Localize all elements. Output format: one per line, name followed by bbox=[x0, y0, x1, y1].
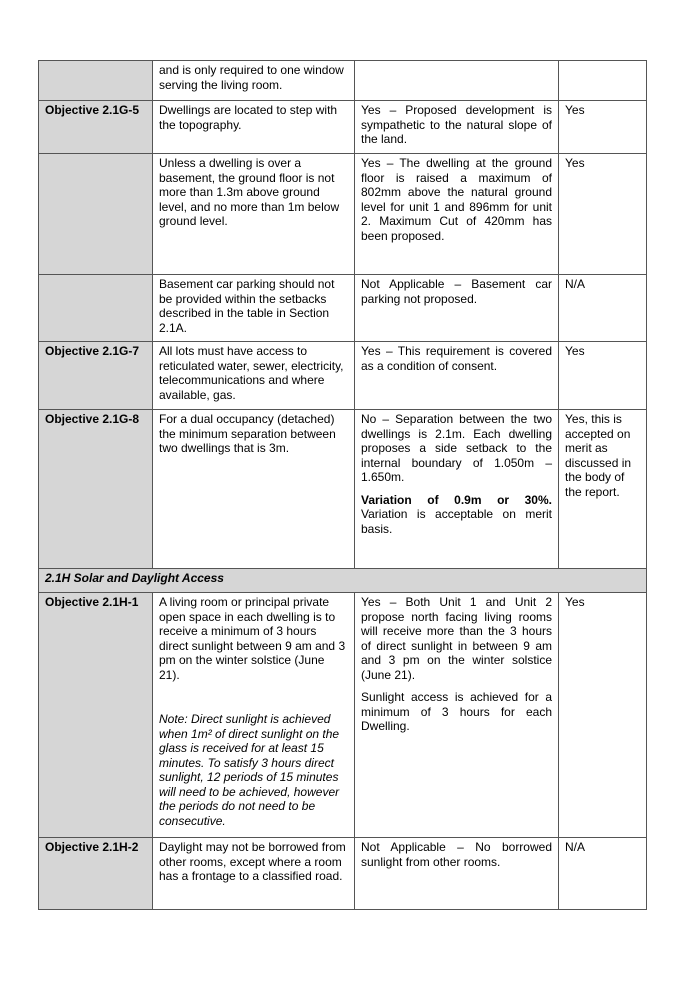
variation-text: Variation of 0.9m or 30%. bbox=[361, 492, 552, 507]
complies-cell: Yes, this is accepted on merit as discussed in the body of the report. bbox=[559, 410, 647, 569]
objective-cell: Objective 2.1G-8 bbox=[39, 410, 153, 569]
complies-cell: Yes bbox=[559, 101, 647, 154]
section-heading-row bbox=[39, 569, 647, 593]
table-row bbox=[39, 101, 647, 154]
response-cell: Yes – Proposed development is sympathetic to the natural slope of the land. bbox=[355, 101, 559, 154]
table-row bbox=[39, 275, 647, 342]
complies-cell: N/A bbox=[559, 838, 647, 910]
requirement-cell: and is only required to one window serving the living room. bbox=[153, 61, 355, 101]
requirement-cell: Basement car parking should not be provided within the setbacks described in the table in Section 2.1A. bbox=[153, 275, 355, 342]
response-cell: Yes – This requirement is covered as a condition of consent. bbox=[355, 342, 559, 410]
table-row bbox=[39, 61, 647, 101]
complies-cell bbox=[559, 61, 647, 101]
requirement-cell: Unless a dwelling is over a basement, the ground floor is not more than 1.3m above ground level, and no more than 1m below ground level. bbox=[153, 154, 355, 275]
requirement-cell: Dwellings are located to step with the topography. bbox=[153, 101, 355, 154]
objective-cell bbox=[39, 275, 153, 342]
response-cell: Yes – The dwelling at the ground floor is raised a maximum of 802mm above the natural ground level for unit 1 and 896mm for unit 2. Maximum Cut of 420mm has been proposed. bbox=[355, 154, 559, 275]
complies-cell: Yes bbox=[559, 342, 647, 410]
requirement-cell: A living room or principal private open space in each dwelling is to receive a minimum of 3 hours direct sunlight between 9 am and 3 pm on the winter solstice (June 21). Note: Direct sunlight is achieved when 1m² of direct sunlight on the glass is received for at least 15 minutes. To satisfy 3 hours direct sunlight, 12 periods of 15 minutes will need to be achieved, however the periods do not need to be consecutive. bbox=[153, 593, 355, 838]
table-row bbox=[39, 154, 647, 275]
requirement-cell: All lots must have access to reticulated water, sewer, electricity, telecommunications and where available, gas. bbox=[153, 342, 355, 410]
table-row bbox=[39, 838, 647, 910]
response-cell: No – Separation between the two dwellings is 2.1m. Each dwelling proposes a side setback to the internal boundary of 1.050m – 1.650m. Variation of 0.9m or 30%. Variation is acceptable on merit basis. bbox=[355, 410, 559, 569]
objective-cell bbox=[39, 61, 153, 101]
response-cell bbox=[355, 61, 559, 101]
objective-cell: Objective 2.1G-5 bbox=[39, 101, 153, 154]
response-cell: Yes – Both Unit 1 and Unit 2 propose north facing living rooms will receive more than the 3 hours of direct sunlight in between 9 am and 3 pm on the winter solstice (June 21). Sunlight access is achieved for a minimum of 3 hours for each Dwelling. bbox=[355, 593, 559, 838]
table-row bbox=[39, 342, 647, 410]
section-heading: 2.1H Solar and Daylight Access bbox=[39, 569, 647, 593]
complies-cell: Yes bbox=[559, 154, 647, 275]
note-text: Note: Direct sunlight is achieved when 1m² of direct sunlight on the glass is received for at least 15 minutes. To satisfy 3 hours direct sunlight, 12 periods of 15 minutes will need to be achieved, however the periods do not need to be consecutive. bbox=[159, 712, 340, 828]
assessment-table bbox=[38, 60, 647, 910]
objective-cell: Objective 2.1G-7 bbox=[39, 342, 153, 410]
objective-cell: Objective 2.1H-1 bbox=[39, 593, 153, 838]
objective-cell: Objective 2.1H-2 bbox=[39, 838, 153, 910]
table-row bbox=[39, 593, 647, 838]
requirement-cell: Daylight may not be borrowed from other rooms, except where a room has a frontage to a classified road. bbox=[153, 838, 355, 910]
objective-cell bbox=[39, 154, 153, 275]
response-cell: Not Applicable – Basement car parking not proposed. bbox=[355, 275, 559, 342]
complies-cell: N/A bbox=[559, 275, 647, 342]
requirement-cell: For a dual occupancy (detached) the minimum separation between two dwellings that is 3m. bbox=[153, 410, 355, 569]
table-row bbox=[39, 410, 647, 569]
complies-cell: Yes bbox=[559, 593, 647, 838]
response-cell: Not Applicable – No borrowed sunlight from other rooms. bbox=[355, 838, 559, 910]
